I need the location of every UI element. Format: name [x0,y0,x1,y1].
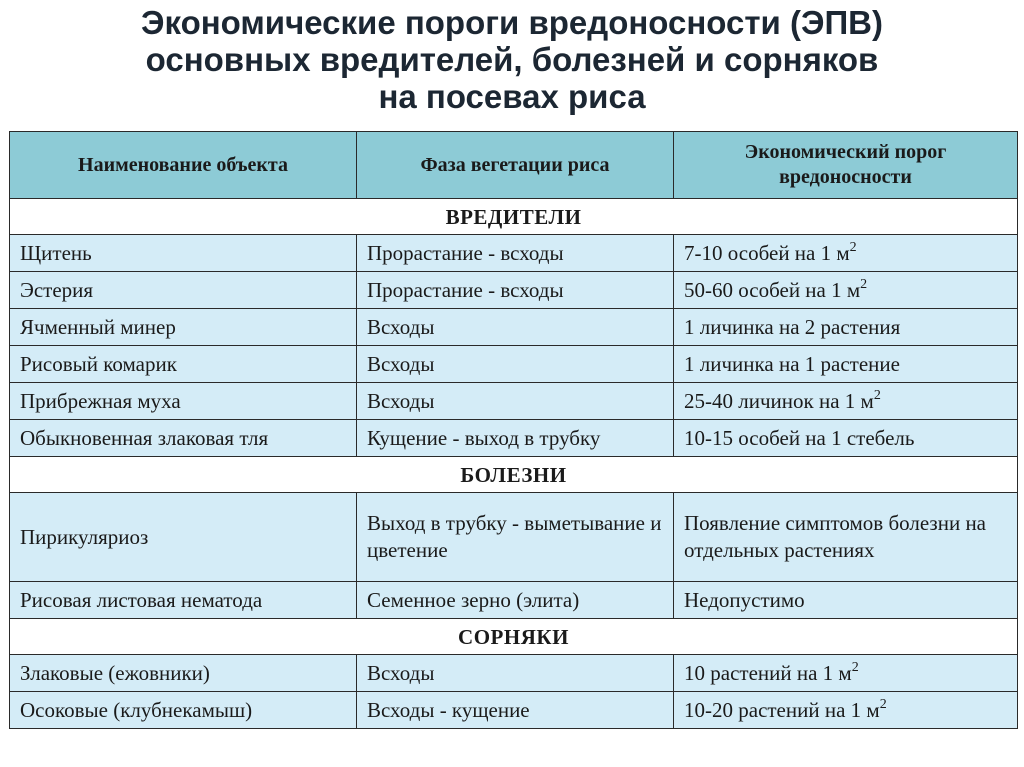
table-row [10,383,1018,420]
threshold-text: 50-60 особей на 1 м [684,278,861,302]
cell-object-name: Обыкновенная злаковая тля [10,420,357,457]
unit-superscript: 2 [860,277,868,292]
header-object-name: Наименование объекта [10,132,357,199]
threshold-text: 10-20 растений на 1 м [684,698,880,722]
cell-threshold [674,420,1018,457]
table-row [10,493,1018,582]
unit-superscript: 2 [849,240,857,255]
cell-object-name: Пирикуляриоз [10,493,357,582]
cell-object-name: Прибрежная муха [10,383,357,420]
threshold-text: 1 личинка на 1 растение [684,352,900,376]
section-row [10,199,1018,235]
cell-threshold [674,692,1018,729]
threshold-text: 1 личинка на 2 растения [684,315,901,339]
title-line-2: основных вредителей, болезней и сорняков [145,41,879,78]
cell-threshold [674,493,1018,582]
table-row [10,235,1018,272]
section-row [10,619,1018,655]
cell-threshold [674,582,1018,619]
cell-object-name: Рисовый комарик [10,346,357,383]
header-vegetation-phase: Фаза вегетации риса [357,132,674,199]
threshold-text: 10 растений на 1 м [684,661,852,685]
cell-object-name: Осоковые (клубнекамыш) [10,692,357,729]
title-line-1: Экономические пороги вредоносности (ЭПВ) [141,4,883,41]
cell-object-name: Ячменный минер [10,309,357,346]
cell-vegetation-phase: Прорастание - всходы [357,272,674,309]
threshold-text: 10-15 особей на 1 стебель [684,426,915,450]
section-row [10,457,1018,493]
cell-vegetation-phase: Всходы [357,309,674,346]
page-title [0,4,1024,115]
cell-vegetation-phase: Выход в трубку - выметывание и цветение [357,493,674,582]
cell-vegetation-phase: Всходы [357,383,674,420]
cell-threshold [674,655,1018,692]
cell-object-name: Щитень [10,235,357,272]
table-row [10,346,1018,383]
threshold-table [9,131,1018,729]
table-row [10,582,1018,619]
section-label: БОЛЕЗНИ [10,457,1018,493]
cell-vegetation-phase: Всходы [357,346,674,383]
threshold-text: Недопустимо [684,588,805,612]
unit-superscript: 2 [873,388,881,403]
cell-threshold [674,383,1018,420]
table-row [10,309,1018,346]
cell-threshold [674,309,1018,346]
cell-threshold [674,346,1018,383]
unit-superscript: 2 [879,697,887,712]
section-label: ВРЕДИТЕЛИ [10,199,1018,235]
cell-threshold [674,235,1018,272]
title-line-3: на посевах риса [378,78,646,115]
threshold-text: 7-10 особей на 1 м [684,241,850,265]
section-label: СОРНЯКИ [10,619,1018,655]
cell-vegetation-phase: Всходы - кущение [357,692,674,729]
threshold-text: 25-40 личинок на 1 м [684,389,874,413]
cell-object-name: Эстерия [10,272,357,309]
cell-vegetation-phase: Прорастание - всходы [357,235,674,272]
table-body [10,199,1018,729]
header-threshold: Экономический порог вредоносности [674,132,1018,199]
cell-vegetation-phase: Всходы [357,655,674,692]
table-row [10,420,1018,457]
cell-vegetation-phase: Кущение - выход в трубку [357,420,674,457]
cell-object-name: Злаковые (ежовники) [10,655,357,692]
cell-threshold [674,272,1018,309]
threshold-text: Появление симптомов болезни на отдельных растениях [684,511,986,562]
unit-superscript: 2 [851,660,859,675]
cell-vegetation-phase: Семенное зерно (элита) [357,582,674,619]
table-row [10,655,1018,692]
table-row [10,692,1018,729]
cell-object-name: Рисовая листовая нематода [10,582,357,619]
table-header-row [10,132,1018,199]
table-row [10,272,1018,309]
